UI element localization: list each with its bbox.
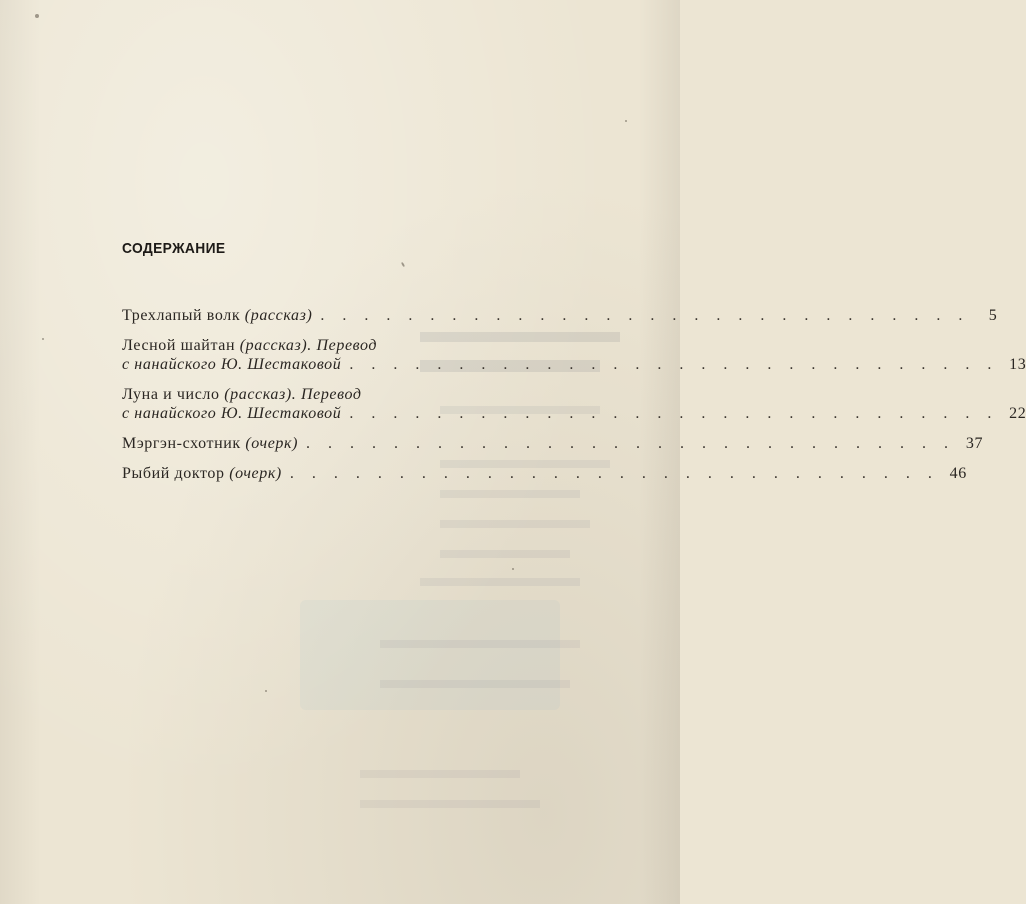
toc-entry-title — [122, 385, 362, 404]
show-through-text — [380, 680, 570, 688]
show-through-text — [440, 550, 570, 558]
paper-speck — [42, 338, 44, 340]
toc-entry — [122, 464, 967, 483]
show-through-text — [420, 578, 580, 586]
dot-leader: . . . . . . . . . . . . . . . . . . . . . . . . . . . . . . — [289, 465, 939, 482]
toc-title-text: Мэргэн-схотник — [122, 435, 246, 452]
toc-genre-note: (рассказ). Перевод — [224, 386, 362, 403]
show-through-text — [360, 800, 540, 808]
toc-title-text: Трехлапый волк — [122, 307, 245, 324]
toc-page-number: 46 — [949, 465, 967, 482]
paper-speck — [265, 690, 267, 692]
toc-translator-note: с нанайского Ю. Шестаковой — [122, 405, 342, 422]
toc-entry-title — [122, 464, 282, 483]
contents-heading: СОДЕРЖАНИЕ — [122, 240, 226, 257]
toc-title-text: Лесной шайтан — [122, 337, 240, 354]
toc-page-number: 22 — [1009, 405, 1026, 422]
table-of-contents — [122, 306, 1026, 494]
dot-leader: . . . . . . . . . . . . . . . . . . . . . . . . . . . . . . — [349, 405, 999, 422]
paper-speck — [35, 14, 39, 18]
toc-entry — [122, 434, 984, 453]
toc-entry-title — [122, 336, 377, 355]
toc-entry-title — [122, 434, 298, 453]
dot-leader: . . . . . . . . . . . . . . . . . . . . . . . . . . . . . . — [320, 307, 970, 324]
toc-translator-note: с нанайского Ю. Шестаковой — [122, 356, 342, 373]
toc-page-number: 5 — [988, 307, 998, 324]
show-through-stain — [300, 600, 560, 710]
toc-entry — [122, 385, 1026, 423]
show-through-text — [380, 640, 580, 648]
paper-speck — [401, 262, 405, 267]
toc-genre-note: (очерк) — [229, 465, 282, 482]
toc-entry — [122, 336, 1026, 374]
toc-genre-note: (рассказ). Перевод — [239, 337, 378, 354]
toc-genre-note: (очерк) — [245, 435, 299, 452]
toc-title-text: Луна и число — [122, 386, 225, 403]
toc-page-number: 37 — [965, 435, 984, 452]
dot-leader: . . . . . . . . . . . . . . . . . . . . . . . . . . . . . . — [349, 356, 999, 373]
toc-genre-note: (рассказ) — [244, 307, 313, 324]
toc-title-text: Рыбий доктор — [122, 465, 230, 482]
show-through-text — [440, 520, 590, 528]
toc-page-number: 13 — [1009, 356, 1026, 373]
paper-speck — [512, 568, 514, 570]
show-through-text — [360, 770, 520, 778]
dot-leader: . . . . . . . . . . . . . . . . . . . . . . . . . . . . . . — [306, 435, 956, 452]
toc-entry-title — [122, 306, 312, 325]
paper-speck — [625, 120, 627, 122]
toc-entry — [122, 306, 998, 325]
